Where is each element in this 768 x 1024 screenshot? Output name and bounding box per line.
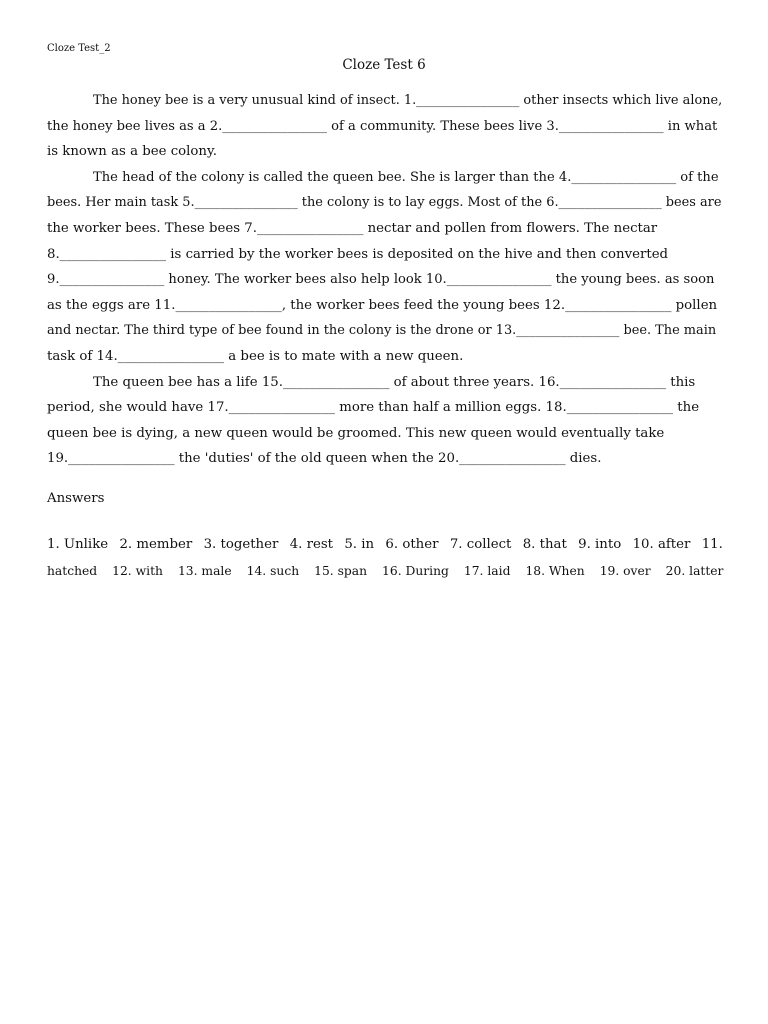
answer-item: 16. During [382,564,449,578]
passage-line: and nectar. The third type of bee found in the colony is the drone or 13.________________ bee. The main [47,323,717,339]
passage-line: is known as a bee colony. [47,144,217,160]
passage-line: period, she would have 17.________________ more than half a million eggs. 18.________________ the [47,400,700,416]
passage-line: The honey bee is a very unusual kind of insect. 1.________________ other insects which live alone, [93,93,723,108]
answer-item: 14. such [246,564,300,578]
header-label: Cloze Test_2 [47,43,111,54]
answer-item: 12. with [112,564,163,578]
answer-item: 11. [701,537,723,552]
answer-item: 3. together [203,537,279,552]
answers-heading: Answers [47,491,105,506]
passage-line: The head of the colony is called the queen bee. She is larger than the 4.________________ of the [93,169,719,185]
answer-item: 19. over [599,564,651,578]
passage-line: as the eggs are 11.________________, the worker bees feed the young bees 12.________________ pollen [47,297,718,313]
answer-item: 9. into [578,537,622,552]
answer-item: 18. When [525,564,585,578]
answer-item: 17. laid [463,564,511,578]
page-title: Cloze Test 6 [342,57,426,73]
answer-item: 1. Unlike [47,537,109,552]
answer-item: 5. in [344,537,375,552]
passage-line: The queen bee has a life 15.________________ of about three years. 16.________________ this [93,374,696,390]
answer-item: hatched [47,564,98,578]
passage-line: 9.________________ honey. The worker bees also help look 10.________________ the young bees. as soon [47,272,715,288]
answer-item: 10. after [632,537,691,552]
passage-line: 8.________________ is carried by the worker bees is deposited on the hive and then converted [47,246,669,262]
passage-line: task of 14.________________ a bee is to mate with a new queen. [47,348,464,364]
answer-item: 6. other [385,537,439,552]
passage-line: 19.________________ the 'duties' of the old queen when the 20.________________ dies. [47,451,602,467]
cloze-passage [47,88,723,472]
passage-line: bees. Her main task 5.________________ the colony is to lay eggs. Most of the 6.________________ bees are [47,195,722,211]
passage-line: the honey bee lives as a 2.________________ of a community. These bees live 3.________________ in what [47,118,718,134]
answers-line-1 [47,532,723,558]
answer-item: 8. that [522,537,567,552]
answers-line-2 [47,558,723,584]
answer-item: 15. span [314,564,368,578]
passage-line: the worker bees. These bees 7.________________ nectar and pollen from flowers. The nectar [47,220,658,236]
passage-line: queen bee is dying, a new queen would be groomed. This new queen would eventually take [47,425,665,441]
answers-list [47,532,723,584]
answer-item: 13. male [177,564,232,578]
answer-item: 2. member [119,537,193,552]
answer-item: 4. rest [289,537,333,552]
answer-item: 7. collect [449,537,512,552]
answer-item: 20. latter [665,564,724,578]
